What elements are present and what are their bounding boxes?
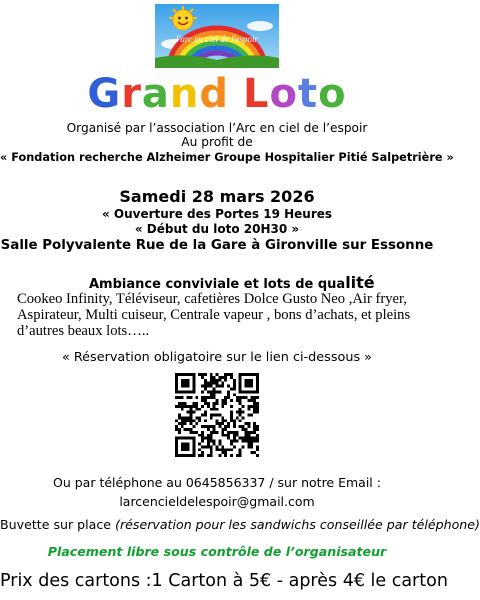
qr-code[interactable] [175, 373, 259, 457]
title-letter: G [87, 71, 122, 117]
event-date: Samedi 28 mars 2026 [119, 187, 315, 206]
loto-start: « Début du loto 20H30 » [134, 222, 300, 236]
title-letter: n [169, 71, 200, 117]
reservation-notice: « Réservation obligatoire sur le lien ci-dessous » [61, 350, 373, 365]
title-letter: L [243, 71, 270, 117]
phone-contact: Ou par téléphone au 0645856337 / sur notre Email : [53, 475, 381, 490]
ambiance-heading [89, 273, 375, 292]
title-letter: t [298, 71, 319, 117]
ambiance-text-big: lité [345, 273, 375, 292]
buvette-text: Buvette sur place [0, 517, 116, 532]
prizes-line: Aspirateur, Multi cuiseur, Centrale vapeur , bons d’achats, et pleins [17, 307, 411, 323]
doors-opening: « Ouverture des Portes 19 Heures [101, 207, 333, 221]
rainbow-sun-logo [155, 4, 279, 68]
buvette-note: (réservation pour les sandwichs conseillée par téléphone) [115, 517, 480, 532]
venue: Salle Polyvalente Rue de la Gare à Gironville sur Essonne [0, 238, 434, 253]
title-letter: d [199, 71, 230, 117]
title-letter: a [141, 71, 170, 117]
placement-notice: Placement libre sous contrôle de l’organisateur [47, 544, 387, 559]
profit-text: Au profit de [181, 135, 253, 149]
organizer-text: Organisé par l’association l’Arc en ciel de l’espoir [66, 121, 368, 135]
buvette-info [0, 517, 480, 532]
logo-text: l'arc en ciel de l'espoir [176, 34, 258, 44]
prizes-list [17, 291, 427, 339]
email-link[interactable]: larcencieldelespoir@gmail.com [119, 494, 315, 509]
card-prices: Prix des cartons :1 Carton à 5€ - après 4€ le carton [0, 571, 448, 591]
prizes-line: Cookeo Infinity, Téléviseur, cafetières Dolce Gusto Neo ,Air fryer, [17, 291, 407, 307]
foundation-text: « Fondation recherche Alzheimer Groupe Hospitalier Pitié Salpetrière » [0, 151, 454, 164]
title-letter: o [318, 71, 347, 117]
title-letter [229, 70, 243, 118]
prizes-line: d’autres beaux lots….. [17, 323, 150, 339]
page-title [0, 70, 434, 118]
title-letter: r [121, 71, 142, 117]
ambiance-text: Ambiance conviviale et lots de qua [89, 277, 346, 292]
title-letter: o [269, 71, 299, 117]
